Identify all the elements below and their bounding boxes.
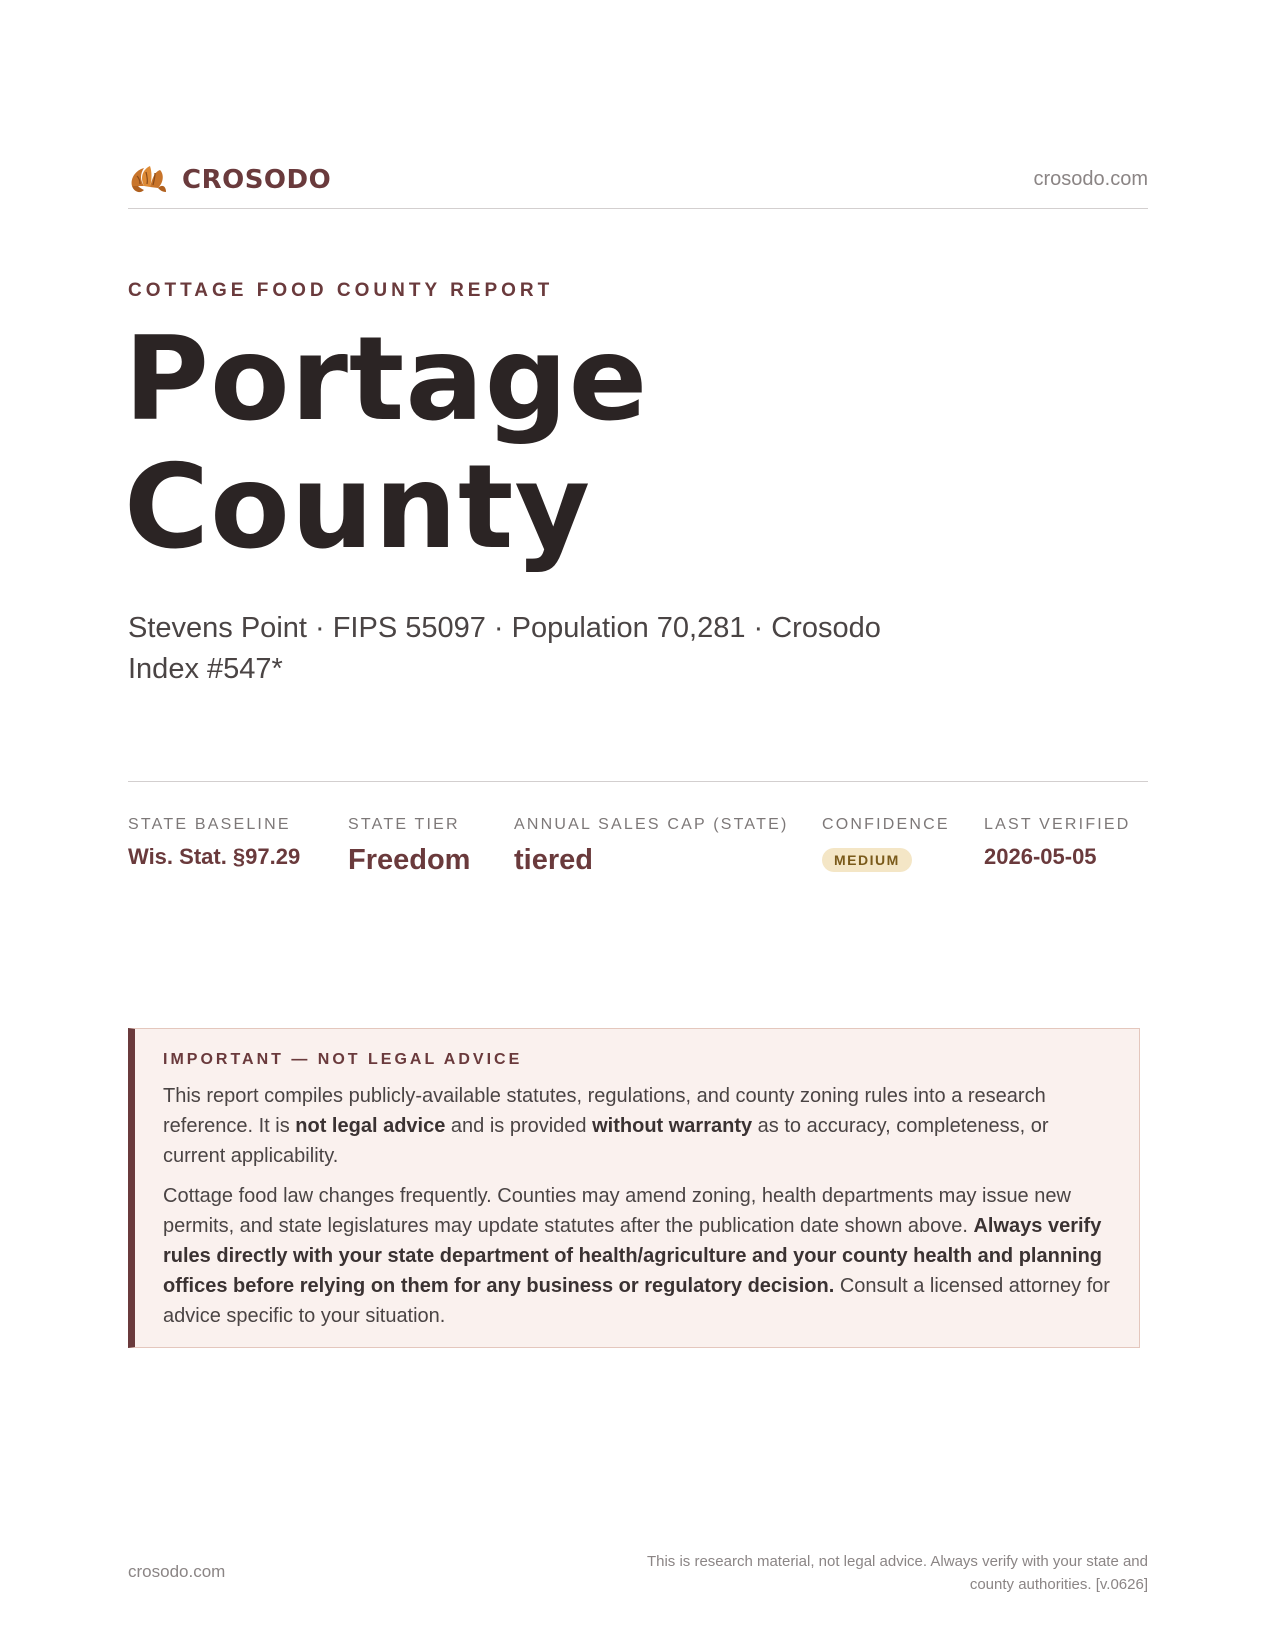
legal-notice [128,1028,1140,1348]
stat-label: ANNUAL SALES CAP (STATE) [514,816,789,833]
stat-label: STATE BASELINE [128,816,291,833]
stat-annual-sales-cap [514,816,789,877]
notice-title: IMPORTANT — NOT LEGAL ADVICE [163,1051,523,1068]
report-page [124,0,1148,1650]
stat-label: CONFIDENCE [822,816,950,833]
stat-confidence [822,816,950,872]
brand-name: CROSODO [182,165,332,195]
site-link[interactable]: crosodo.com [1033,168,1148,190]
stat-value: Freedom [348,844,471,876]
county-subtitle: Stevens Point · FIPS 55097 · Population 70,281 · Crosodo Index #547* [128,612,881,685]
brand[interactable] [128,160,331,200]
notice-paragraph-1: This report compiles publicly-available statutes, regulations, and county zoning rules into a research reference. It is not legal advice and is provided without warranty as to accuracy, completeness, or current applicability. [163,1085,1049,1167]
stat-value: 2026-05-05 [984,844,1097,869]
stat-state-baseline [128,816,300,870]
notice-paragraph-2: Cottage food law changes frequently. Counties may amend zoning, health departments may issue new permits, and state legislatures may update statutes after the publication date shown above. Always verify rules directly with your state department of health/agriculture and your county health and planning offices before relying on them for any business or regulatory decision. Consult a licensed attorney for advice specific to your situation. [163,1185,1110,1327]
stat-value: Wis. Stat. §97.29 [128,844,301,869]
stat-label: LAST VERIFIED [984,816,1131,833]
page-title: Portage County [124,312,649,575]
stats-row [128,816,1148,896]
stat-label: STATE TIER [348,816,460,833]
stat-value: tiered [514,844,593,876]
page-header [128,160,1148,209]
croissant-icon [128,160,168,200]
stat-last-verified [984,816,1131,870]
report-eyebrow: COTTAGE FOOD COUNTY REPORT [128,280,554,301]
footer-site[interactable]: crosodo.com [128,1562,226,1581]
divider [128,781,1148,782]
footer-disclaimer: This is research material, not legal advice. Always verify with your state and county authorities. [v.0626] [646,1553,1148,1593]
confidence-badge: MEDIUM [822,848,912,872]
stat-state-tier [348,816,470,877]
